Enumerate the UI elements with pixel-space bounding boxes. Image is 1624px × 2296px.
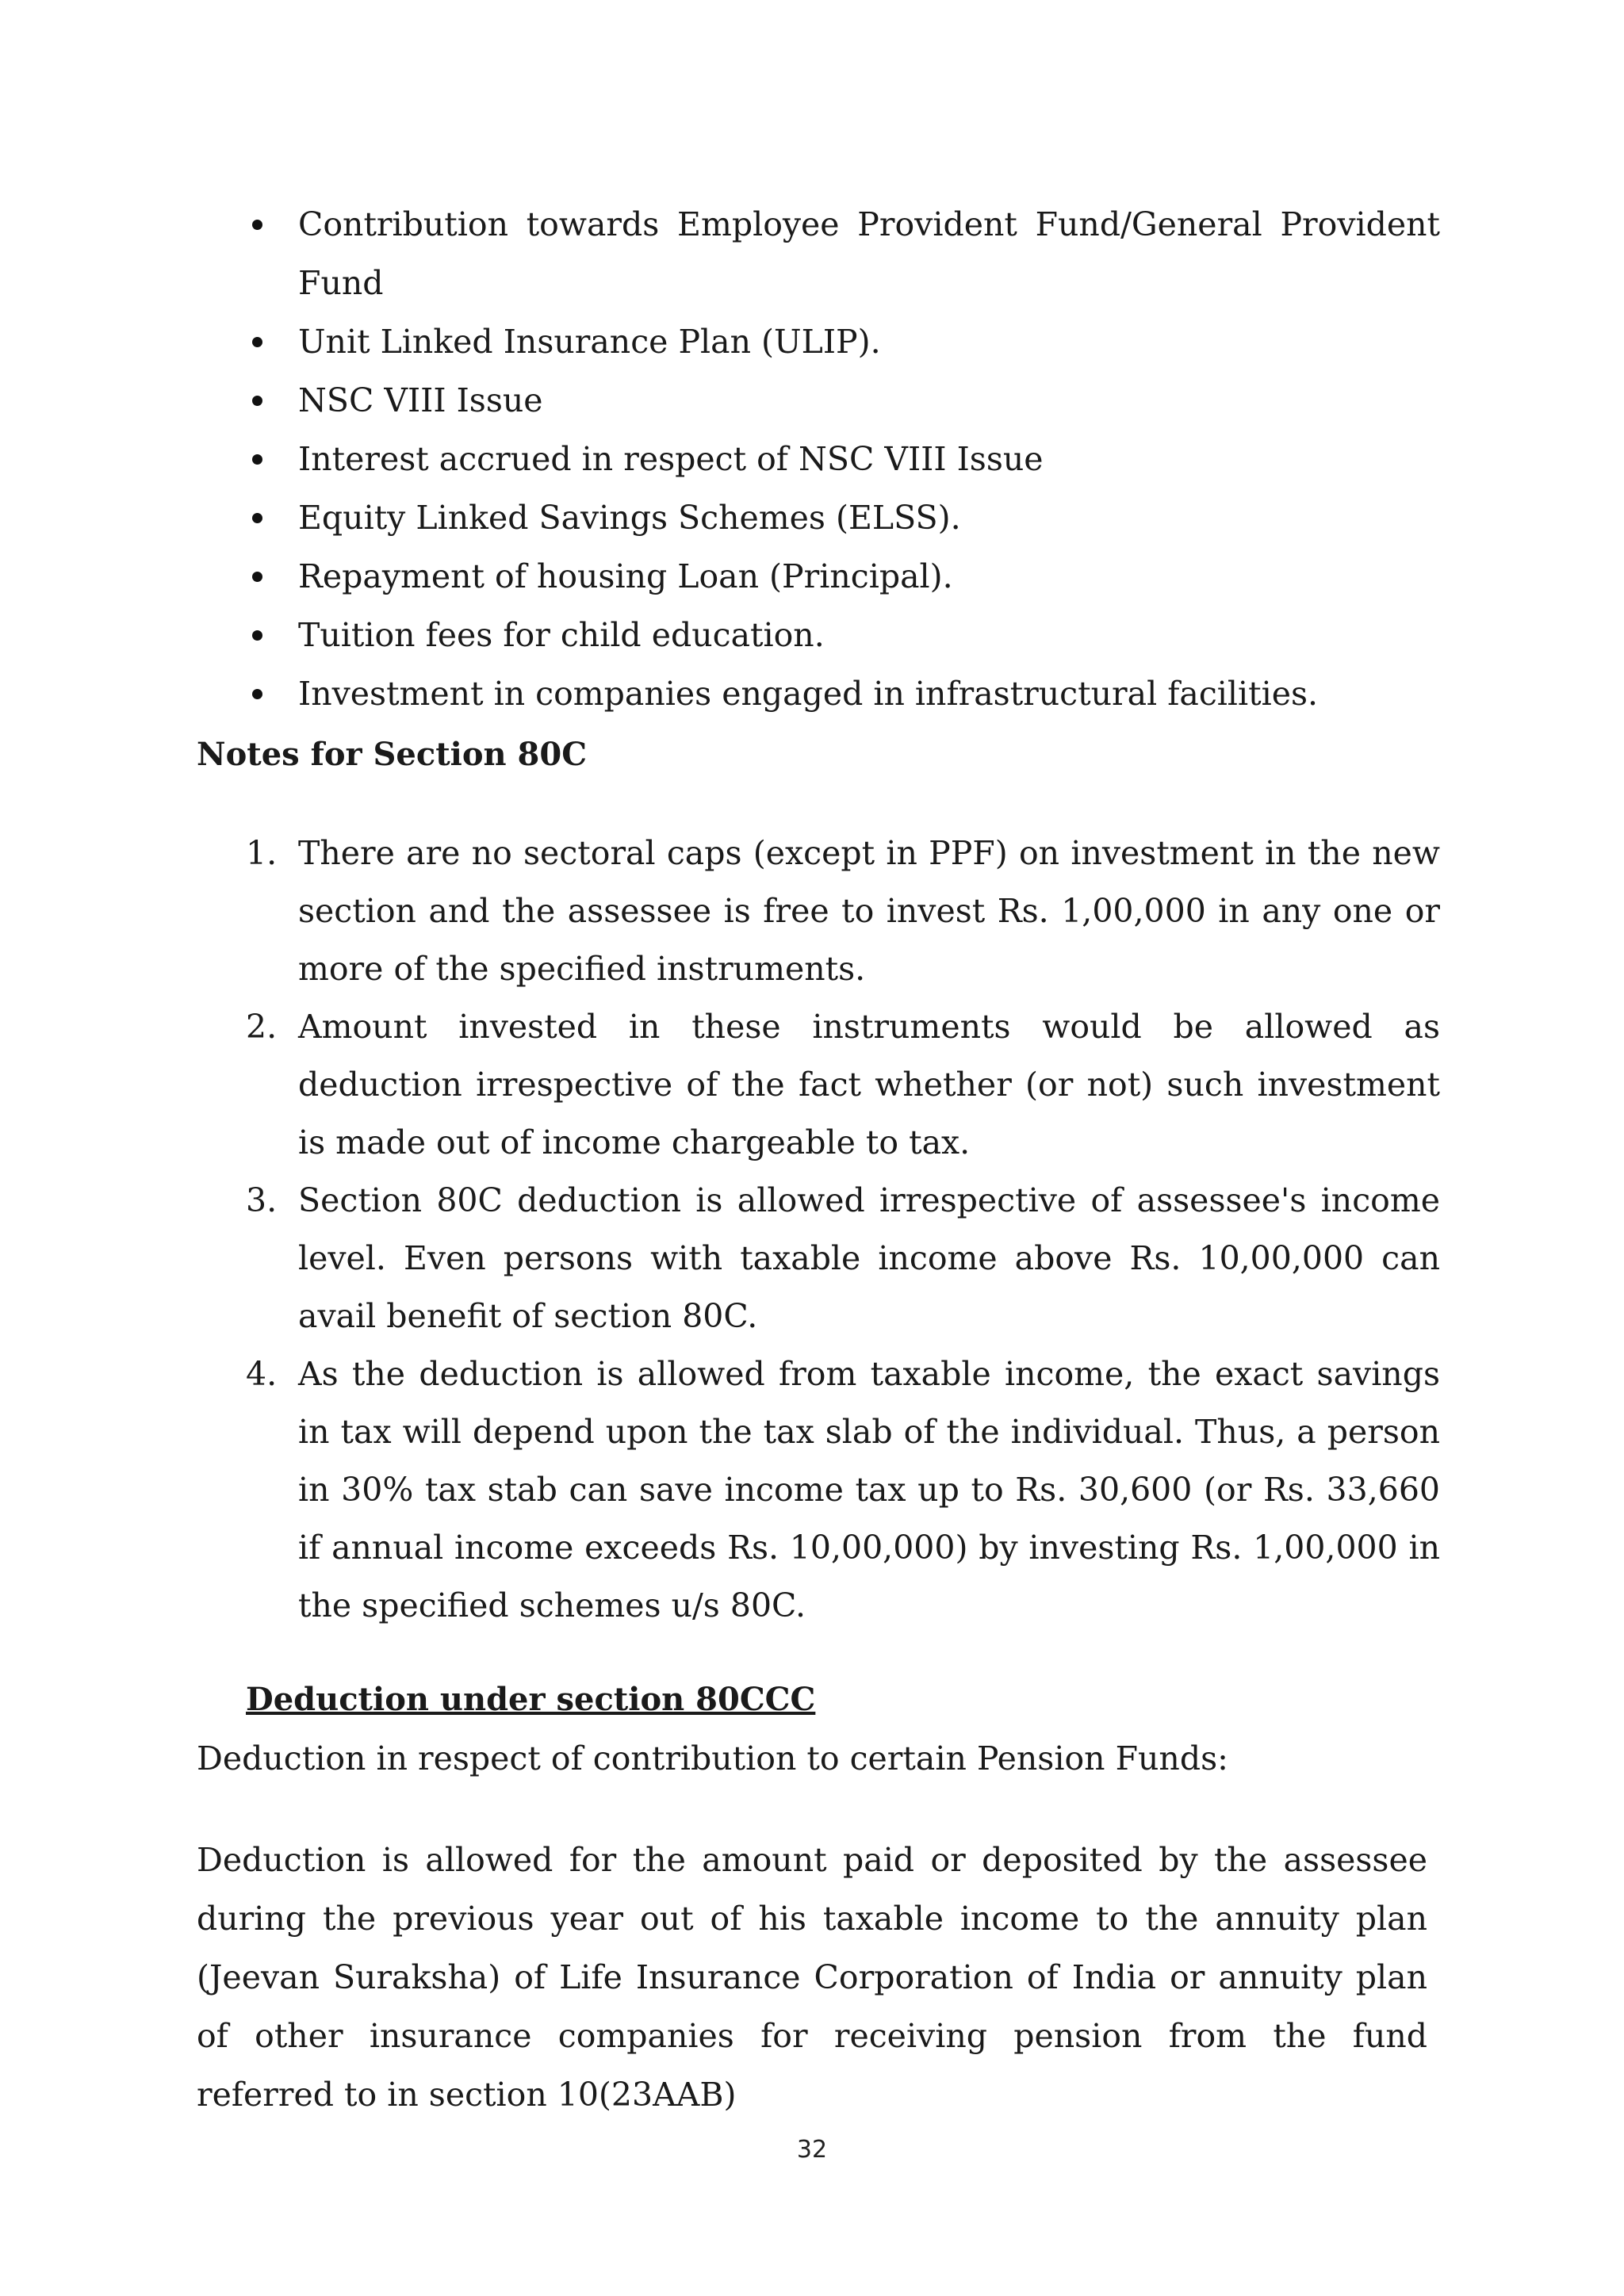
bullet-icon [252,396,262,406]
note-item [197,1172,1440,1345]
bullet-icon [252,513,262,523]
note-number: 4. [246,1355,278,1393]
bullet-icon [252,454,262,465]
list-item-text: Investment in companies engaged in infrastructural facilities. [298,675,1319,713]
bullet-icon [252,689,262,699]
section-heading: Deduction under section 80CCC [246,1681,816,1718]
list-item [197,547,1440,606]
section-intro: Deduction in respect of contribution to certain Pension Funds: [197,1739,1228,1777]
list-item [197,664,1440,723]
list-item-text: Equity Linked Savings Schemes (ELSS). [298,499,961,537]
bullet-icon [252,220,262,230]
note-item [197,998,1440,1172]
list-item [197,430,1440,488]
list-item [197,606,1440,664]
list-item-text: NSC VIII Issue [298,381,543,419]
list-item-text: Repayment of housing Loan (Principal). [298,557,953,595]
list-item-text: Unit Linked Insurance Plan (ULIP). [298,323,881,361]
list-item [197,371,1440,430]
bullet-icon [252,630,262,641]
list-item-text: Tuition fees for child education. [298,616,825,654]
bullet-icon [252,572,262,582]
note-text: As the deduction is allowed from taxable income, the exact savings in tax will depend upon the tax slab of the individual. Thus, a person in 30% tax stab can save income tax up to Rs. 30,600 (or Rs. 33,660 if annual income exceeds Rs. 10,00,000) by investing Rs. 1,00,000 in the specified schemes u/s 80C. [298,1355,1440,1624]
page-number: 32 [796,2136,828,2164]
section-body-paragraph: Deduction is allowed for the amount paid or deposited by the assessee during the previous year out of his taxable income to the annuity plan (Jeevan Suraksha) of Life Insurance Corporation of India or annuity plan of other insurance companies for receiving pension from the fund referred to in section 10(23AAB) [197,1841,1427,2114]
list-item [197,195,1440,312]
list-item-text: Contribution towards Employee Provident Fund/General Provident Fund [298,205,1440,302]
list-item [197,488,1440,547]
bullet-icon [252,337,262,347]
note-item [197,1345,1440,1635]
note-text: Section 80C deduction is allowed irrespective of assessee's income level. Even persons with taxable income above Rs. 10,00,000 can avail benefit of section 80C. [298,1181,1440,1335]
list-item [197,312,1440,371]
notes-heading: Notes for Section 80C [197,736,588,773]
note-number: 3. [246,1181,278,1219]
notes-list [197,825,1440,1635]
note-item [197,825,1440,998]
note-number: 2. [246,1008,278,1046]
note-text: There are no sectoral caps (except in PPF) on investment in the new section and the assessee is free to invest Rs. 1,00,000 in any one or more of the specified instruments. [298,834,1440,988]
eligible-investments-list [197,195,1440,723]
note-text: Amount invested in these instruments would be allowed as deduction irrespective of the fact whether (or not) such investment is made out of income chargeable to tax. [298,1008,1440,1161]
list-item-text: Interest accrued in respect of NSC VIII Issue [298,440,1044,478]
note-number: 1. [246,834,278,872]
